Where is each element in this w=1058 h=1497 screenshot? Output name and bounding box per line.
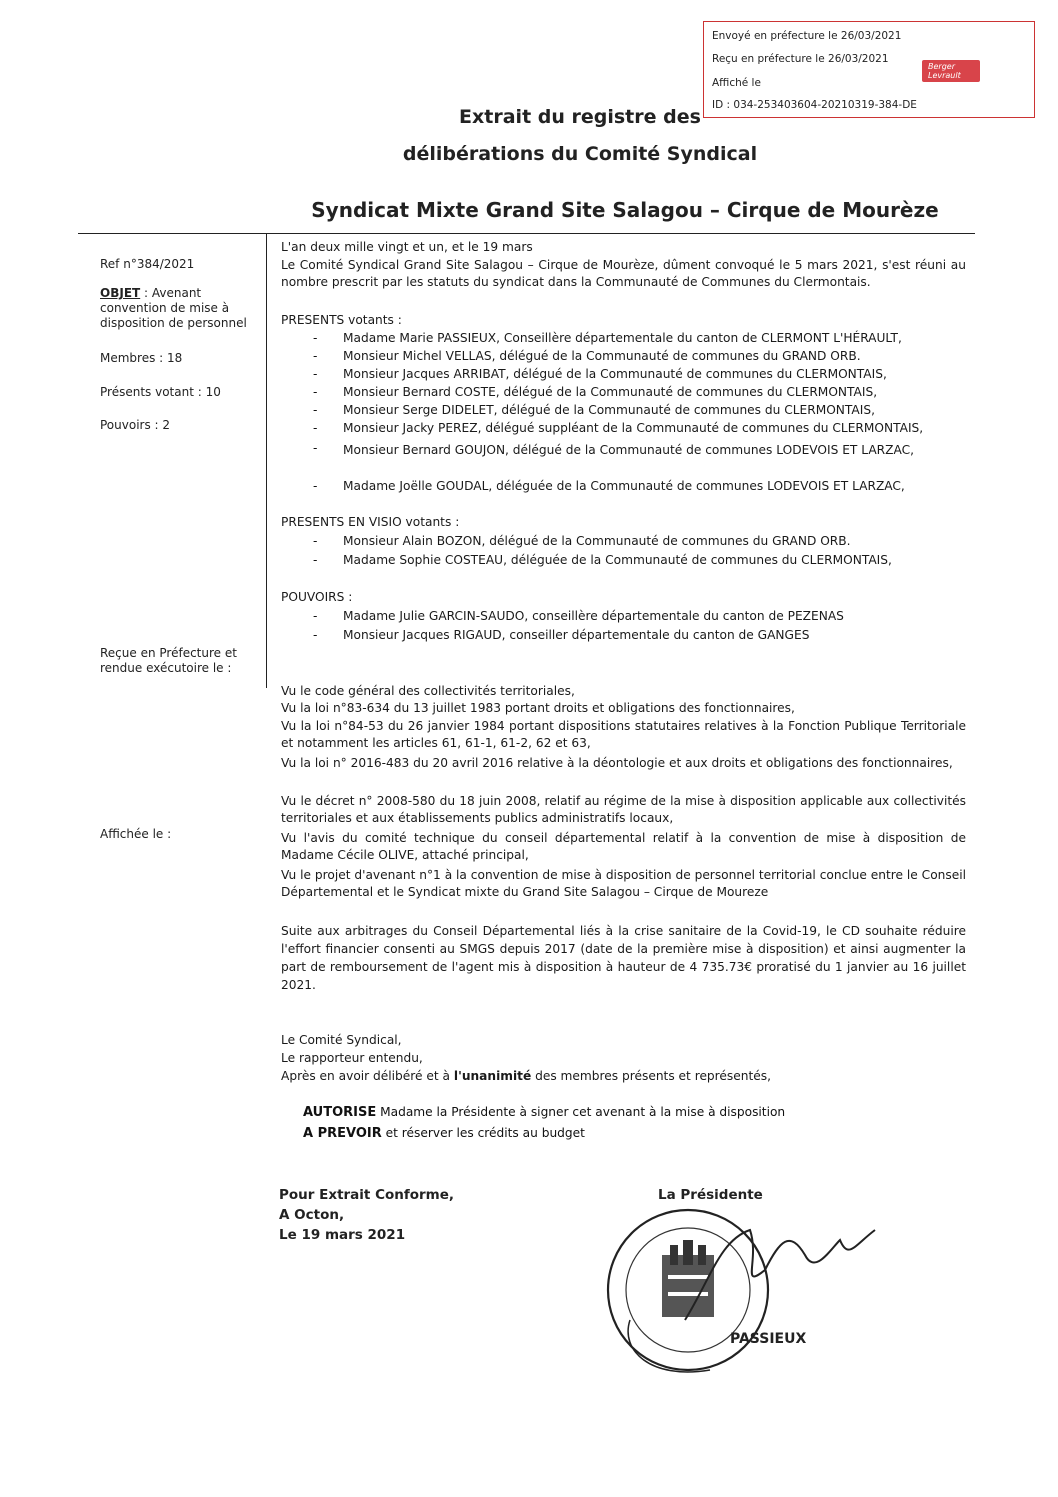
visio-item: Madame Sophie COSTEAU, déléguée de la Communauté de communes du CLERMONTAIS, xyxy=(343,553,892,567)
signature-place: A Octon, xyxy=(279,1207,345,1223)
pouvoir-item: Monsieur Jacques RIGAUD, conseiller départementale du canton de GANGES xyxy=(343,628,810,642)
title-line-2: délibérations du Comité Syndical xyxy=(402,143,758,165)
affichee-label: Affichée le : xyxy=(100,827,172,841)
stamp-sent: Envoyé en préfecture le 26/03/2021 xyxy=(712,30,902,42)
stamp-received: Reçu en préfecture le 26/03/2021 xyxy=(712,53,889,65)
vu-item: Vu la loi n°83-634 du 13 juillet 1983 portant droits et obligations des fonctionnaires, xyxy=(281,701,795,715)
pouvoirs-heading: POUVOIRS : xyxy=(281,590,353,604)
objet-text: : Avenant convention de mise à disposition de personnel xyxy=(100,286,247,330)
pouvoirs-count: Pouvoirs : 2 xyxy=(100,418,171,432)
vu-item: Vu l'avis du comité technique du conseil départemental relatif à la convention de mise à disposition de Madame Cécile OLIVE, attaché principal, xyxy=(281,831,966,862)
visio-heading: PRESENTS EN VISIO votants : xyxy=(281,515,460,529)
title-line-1: Extrait du registre des xyxy=(459,106,701,128)
vu-item: Vu la loi n°84-53 du 26 janvier 1984 portant dispositions statutaires relatives à la Fonction Publique Territoriale et notamment les articles 61, 61-1, 61-2, 62 et 63, xyxy=(281,719,966,750)
presidente-title: La Présidente xyxy=(658,1187,763,1203)
vu-item: Vu le code général des collectivités territoriales, xyxy=(281,684,575,698)
vu-item: Vu la loi n° 2016-483 du 20 avril 2016 relative à la déontologie et aux droits et obligations des fonctionnaires, xyxy=(281,756,953,770)
present-item: Monsieur Serge DIDELET, délégué de la Communauté de communes du CLERMONTAIS, xyxy=(343,403,875,417)
seal-emblem xyxy=(662,1240,714,1317)
visio-item: Monsieur Alain BOZON, délégué de la Communauté de communes du GRAND ORB. xyxy=(343,534,851,548)
reference-number: Ref n°384/2021 xyxy=(100,257,195,271)
stamp-posted: Affiché le xyxy=(712,77,761,89)
presents-count: Présents votant : 10 xyxy=(100,385,221,399)
vu-item: Vu le décret n° 2008-580 du 18 juin 2008, relatif au régime de la mise à disposition applicable aux collectivités territoriales et aux établissements publics administratifs locaux, xyxy=(281,794,966,825)
membres-count: Membres : 18 xyxy=(100,351,183,365)
objet-label: OBJET xyxy=(100,286,141,300)
transmission-stamp xyxy=(703,21,1035,118)
present-item: Madame Joëlle GOUDAL, déléguée de la Communauté de communes LODEVOIS ET LARZAC, xyxy=(343,479,905,493)
header-divider xyxy=(78,233,975,234)
intro-convocation: Le Comité Syndical Grand Site Salagou – Cirque de Mourèze, dûment convoqué le 5 mars 2021, s'est réuni au nombre prescrit par les statuts du syndicat dans la Communauté de Communes du Clermontais. xyxy=(281,258,966,289)
vu-item: Vu le projet d'avenant n°1 à la convention de mise à disposition de personnel territorial conclue entre le Conseil Départemental et le Syndicat mixte du Grand Site Salagou – Cirque de Moureze xyxy=(281,868,966,899)
stamp-id: ID : 034-253403604-20210319-384-DE xyxy=(712,99,917,111)
present-item: Monsieur Jacky PEREZ, délégué suppléant de la Communauté de communes du CLERMONTAIS, xyxy=(343,421,924,435)
present-item: Madame Marie PASSIEUX, Conseillère départementale du canton de CLERMONT L'HÉRAULT, xyxy=(343,331,902,345)
column-divider xyxy=(266,233,267,688)
prevoir-decision: A PREVOIR et réserver les crédits au budget xyxy=(303,1126,585,1141)
present-item: Monsieur Michel VELLAS, délégué de la Communauté de communes du GRAND ORB. xyxy=(343,349,861,363)
unanimity-line: Après en avoir délibéré et à l'unanimité des membres présents et représentés, xyxy=(281,1069,771,1083)
present-item: Monsieur Jacques ARRIBAT, délégué de la Communauté de communes du CLERMONTAIS, xyxy=(343,367,887,381)
prefecture-received: Reçue en Préfecture et rendue exécutoire le : xyxy=(100,646,237,675)
context-paragraph: Suite aux arbitrages du Conseil Départemental liés à la crise sanitaire de la Covid-19, le CD souhaite réduire l'effort financier consenti au SMGS depuis 2017 (date de la première mise à disposition) et ainsi augmenter la part de remboursement de l'agent mis à disposition à hauteur de 4 735.73€ proratisé du 1 janvier au 16 juillet 2021. xyxy=(281,924,966,992)
presents-heading: PRESENTS votants : xyxy=(281,313,402,327)
intro-date: L'an deux mille vingt et un, et le 19 mars xyxy=(281,240,533,254)
objet-block xyxy=(100,286,265,331)
organization-title: Syndicat Mixte Grand Site Salagou – Cirque de Mourèze xyxy=(311,198,939,222)
extrait-conforme: Pour Extrait Conforme, xyxy=(279,1187,455,1203)
pouvoir-item: Madame Julie GARCIN-SAUDO, conseillère départementale du canton de PEZENAS xyxy=(343,609,844,623)
present-item: Monsieur Bernard GOUJON, délégué de la Communauté de communes LODEVOIS ET LARZAC, xyxy=(343,443,914,457)
presidente-name: PASSIEUX xyxy=(730,1331,807,1347)
comite-line: Le Comité Syndical, xyxy=(281,1033,402,1047)
berger-levrault-logo: Berger Levrault xyxy=(922,60,980,82)
signature-date: Le 19 mars 2021 xyxy=(279,1227,406,1243)
present-item: Monsieur Bernard COSTE, délégué de la Communauté de communes du CLERMONTAIS, xyxy=(343,385,878,399)
autorise-decision: AUTORISE Madame la Présidente à signer cet avenant à la mise à disposition xyxy=(303,1105,786,1120)
official-seal-and-signature xyxy=(590,1200,890,1390)
rapporteur-line: Le rapporteur entendu, xyxy=(281,1051,423,1065)
